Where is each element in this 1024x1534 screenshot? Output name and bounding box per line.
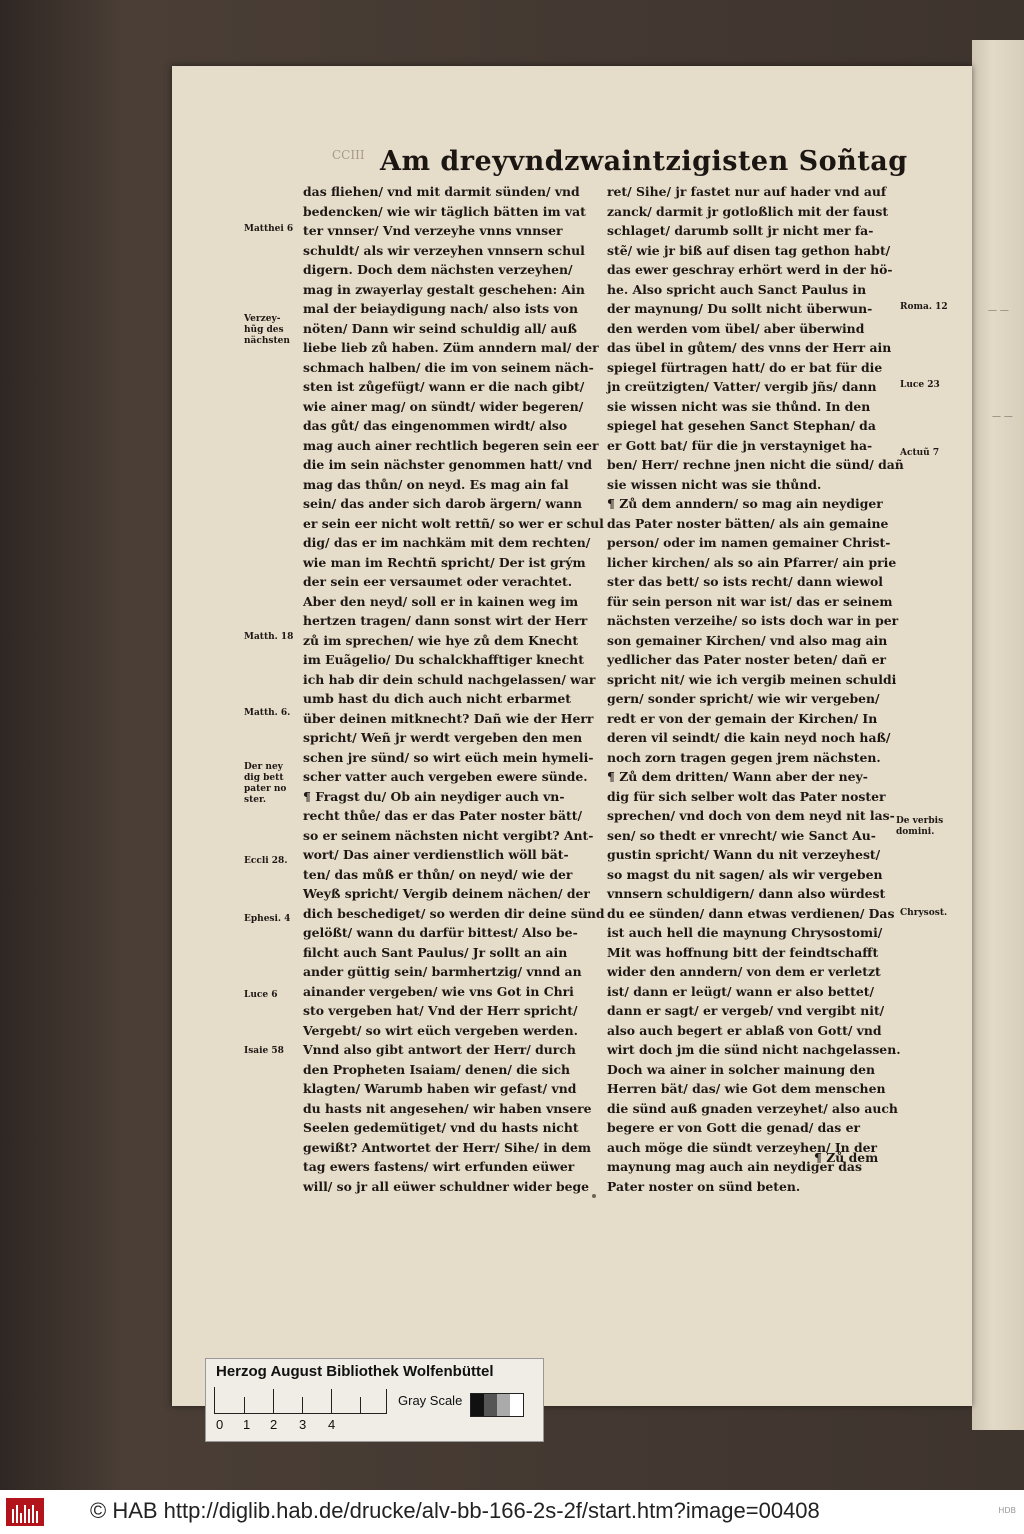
text-line: du hasts nit angesehen/ wir haben vnsere xyxy=(303,1100,592,1116)
text-line: Herren bät/ das/ wie Got dem menschen xyxy=(607,1081,886,1096)
text-line: deren vil seindt/ die kain neyd noch haß/ xyxy=(607,730,891,745)
text-line: Seelen gedemütiget/ vnd du hasts nicht xyxy=(303,1120,579,1135)
text-line: ist auch hell die maynung Chrysostomi/ xyxy=(607,925,883,940)
text-line: gewißt? Antwortet der Herr/ Sihe/ in dem xyxy=(303,1139,592,1155)
text-line: mag in zwayerlay gestalt geschehen: Ain xyxy=(303,281,585,297)
text-line: ist/ dann er leügt/ wann er also bettet/ xyxy=(607,983,874,999)
ruler-number: 0 xyxy=(216,1417,224,1432)
margin-note-left: Verzey- hũg des nächsten xyxy=(244,314,290,346)
text-line: ¶ Zů dem dritten/ Wann aber der ney- xyxy=(607,769,868,784)
margin-note-right: De verbis domini. xyxy=(896,816,944,837)
text-line: schuldt/ als wir verzeyhen vnnsern schul xyxy=(303,242,585,258)
gray-scale-label: Gray Scale xyxy=(398,1393,463,1408)
text-line: bedencken/ wie wir täglich bätten im vat xyxy=(303,203,586,219)
text-line: dig/ das er im nachkäm mit dem rechten/ xyxy=(303,535,591,550)
text-line: das gůt/ das eingenommen wirdt/ also xyxy=(303,418,568,433)
text-line: schlaget/ darumb sollt jr nicht mer fa- xyxy=(607,223,874,238)
text-line: im Euãgelio/ Du schalckhafftiger knecht xyxy=(303,652,584,667)
footer-corner-mark: HDB xyxy=(998,1506,1016,1515)
text-line: den Propheten Isaiam/ denen/ die sich xyxy=(303,1061,571,1077)
margin-note-left: Isaie 58 xyxy=(244,1046,284,1056)
text-line: noch zorn tragen gegen jrem nächsten. xyxy=(607,749,881,765)
text-line: mag auch ainer rechtlich begeren sein eer xyxy=(303,437,599,453)
text-line: sto vergeben hat/ Vnd der Herr spricht/ xyxy=(303,1003,578,1018)
text-column-right xyxy=(607,182,904,1196)
text-line: person/ oder im namen gemainer Christ- xyxy=(607,535,891,550)
margin-note-right: Actuũ 7 xyxy=(900,448,940,458)
text-line: jn creützigten/ Vatter/ vergib jñs/ dann xyxy=(607,379,877,394)
text-line: ¶ Fragst du/ Ob ain neydiger auch vn- xyxy=(303,788,565,804)
text-line: spiegel hat gesehen Sanct Stephan/ da xyxy=(607,418,876,433)
text-line: Vergebt/ so wirt eüch vergeben werden. xyxy=(303,1022,578,1038)
text-line: das fliehen/ vnd mit darmit sünden/ vnd xyxy=(303,184,580,199)
text-line: schmach halben/ die im von seinem näch- xyxy=(303,359,594,375)
text-line: für sein person nit war ist/ das er seinem xyxy=(607,593,893,609)
ruler-number: 2 xyxy=(270,1417,278,1432)
text-line: Pater noster on sünd beten. xyxy=(607,1178,801,1194)
text-line: vnnsern schuldigern/ dann also würdest xyxy=(607,886,886,901)
text-line: ten/ das můß er thůn/ on neyd/ wie der xyxy=(303,866,573,882)
next-page-edge: — — — — xyxy=(972,40,1024,1430)
text-line: den werden vom übel/ aber überwind xyxy=(607,320,865,336)
margin-note-right: Chrysost. xyxy=(900,908,948,918)
catchword: ¶ Zů dem xyxy=(814,1150,879,1165)
text-line: mag das thůn/ on neyd. Es mag ain fal xyxy=(303,476,569,492)
text-line: zanck/ darmit jr gotloßlich mit der faust xyxy=(607,203,889,219)
page-mark xyxy=(592,1194,596,1198)
text-line: scher vatter auch vergeben ewere sünde. xyxy=(303,769,588,784)
folio-number: CCIII xyxy=(332,148,365,162)
text-line: sten ist zůgefügt/ wann er die nach gibt/ xyxy=(303,379,585,394)
copyright-link[interactable]: © HAB http://diglib.hab.de/drucke/alv-bb-166-2s-2f/start.htm?image=00408 xyxy=(90,1498,820,1523)
text-line: wort/ Das ainer verdienstlich wöll bät- xyxy=(303,847,569,862)
text-line: die sünd auß gnaden verzeyhet/ also auch xyxy=(607,1100,898,1116)
margin-note-left: Der ney dig bett pater no ster. xyxy=(244,762,287,805)
text-line: will/ so jr all eüwer schuldner wider bege xyxy=(303,1178,590,1194)
text-line: der sein eer versaumet oder verachtet. xyxy=(303,574,573,589)
text-line: Doch wa ainer in solcher mainung den xyxy=(607,1061,876,1077)
text-line: filcht auch Sant Paulus/ Jr sollt an ain xyxy=(303,944,568,960)
text-line: sen/ so thedt er vnrecht/ wie Sanct Au- xyxy=(607,827,876,843)
text-line: nächsten verzeihe/ so ists doch war in per xyxy=(607,613,899,628)
text-line: he. Also spricht auch Sanct Paulus in xyxy=(607,281,867,297)
text-line: liebe lieb zů haben. Züm anndern mal/ der xyxy=(303,340,599,355)
text-line: gustin spricht/ Wann du nit verzeyhest/ xyxy=(607,847,881,862)
margin-note-left: Matthei 6 xyxy=(244,224,294,234)
text-line: der maynung/ Du sollt nicht überwun- xyxy=(607,301,873,316)
text-line: Weyß spricht/ Vergib deinem nächen/ der xyxy=(303,886,590,901)
text-line: ¶ Zů dem anndern/ so mag ain neydiger xyxy=(607,496,883,511)
text-line: yedlicher das Pater noster beten/ dañ er xyxy=(607,652,887,667)
text-line: ster das bett/ so ists recht/ dann wiewol xyxy=(607,574,883,589)
footer-bar xyxy=(0,1490,1024,1534)
margin-note-left: Matth. 18 xyxy=(244,632,294,642)
text-line: tag ewers fastens/ wirt erfunden eüwer xyxy=(303,1159,575,1174)
text-line: das Pater noster bätten/ als ain gemaine xyxy=(607,515,889,531)
text-line: das ewer geschray erhört werd in der hö- xyxy=(607,262,893,277)
text-line: dich beschediget/ so werden dir deine sünd xyxy=(303,905,605,921)
text-line: nöten/ Dann wir seind schuldig all/ auß xyxy=(303,320,577,336)
text-line: wie ainer mag/ on sündt/ wider begeren/ xyxy=(303,398,584,414)
text-line: ter vnnser/ Vnd verzeyhe vnns vnnser xyxy=(303,223,563,238)
library-name: Herzog August Bibliothek Wolfenbüttel xyxy=(216,1363,494,1380)
text-line: recht thůe/ das er das Pater noster bätt/ xyxy=(303,808,582,823)
page-heading: Am dreyvndzwaintzigisten Soñtag xyxy=(380,146,908,177)
text-line: ainander vergeben/ wie vns Got in Chri xyxy=(303,983,574,999)
margin-note-right: Roma. 12 xyxy=(900,302,948,312)
text-line: gelößt/ wann du darfür bittest/ Also be- xyxy=(303,925,578,940)
text-line: sein/ das ander sich darob ärgern/ wann xyxy=(303,496,583,511)
text-line: schen jre sünd/ so wirt eüch mein hymeli- xyxy=(303,749,594,765)
text-line: ret/ Sihe/ jr fastet nur auf hader vnd auf xyxy=(607,184,887,199)
margin-note-left: Luce 6 xyxy=(244,990,278,1000)
text-line: spricht/ Weñ jr werdt vergeben den men xyxy=(303,730,583,745)
scale-ruler xyxy=(214,1387,387,1414)
text-line: digern. Doch dem nächsten verzeyhen/ xyxy=(303,262,573,277)
text-line: du ee sünden/ dann etwas verdienen/ Das xyxy=(607,905,895,921)
text-line: ander güttig sein/ barmhertzig/ vnnd an xyxy=(303,964,582,979)
ruler-number: 4 xyxy=(328,1417,336,1432)
margin-note-left: Eccli 28. xyxy=(244,856,288,866)
color-calibration-card xyxy=(205,1358,544,1442)
ruler-number: 3 xyxy=(299,1417,307,1432)
text-line: über deinen mitknecht? Dañ wie der Herr xyxy=(303,710,594,726)
hab-logo-icon xyxy=(6,1498,44,1526)
text-line: begere er von Gott die genad/ das er xyxy=(607,1120,860,1135)
text-line: Aber den neyd/ soll er in kainen weg im xyxy=(303,593,579,609)
margin-note-right: Luce 23 xyxy=(900,380,940,390)
text-line: ben/ Herr/ rechne jnen nicht die sünd/ dañ xyxy=(607,457,904,472)
text-line: die im sein nächster genommen hatt/ vnd xyxy=(303,457,593,472)
text-column-left xyxy=(303,182,605,1196)
text-line: wirt doch jm die sünd nicht nachgelassen. xyxy=(607,1042,901,1057)
text-line: wie man im Rechtñ spricht/ Der ist grým xyxy=(303,554,586,570)
text-line: ich hab dir dein schuld nachgelassen/ war xyxy=(303,671,596,687)
text-line: er sein eer nicht wolt rettñ/ so wer er schul xyxy=(303,515,604,531)
text-line: dig für sich selber wolt das Pater noster xyxy=(607,788,886,804)
text-line: auch möge die sündt verzeyhen/ In der xyxy=(607,1139,878,1155)
text-line: wider den anndern/ von dem er verletzt xyxy=(607,964,881,979)
text-line: so magst du nit sagen/ als wir vergeben xyxy=(607,866,883,882)
gray-swatch xyxy=(497,1394,510,1416)
text-line: son gemainer Kirchen/ vnd also mag ain xyxy=(607,632,888,648)
gray-swatch xyxy=(471,1394,484,1416)
text-line: Mit was hoffnung bitt der feindtschafft xyxy=(607,944,879,960)
text-line: hertzen tragen/ dann sonst wirt der Herr xyxy=(303,613,588,628)
text-line: er Gott bat/ für die jn verstayniget ha- xyxy=(607,437,873,453)
gray-swatch xyxy=(484,1394,497,1416)
text-line: sprechen/ vnd doch von dem neyd nit las- xyxy=(607,808,895,823)
text-line: stẽ/ wie jr biß auf disen tag gethon habt/ xyxy=(607,242,891,258)
text-line: spiegel fürtragen hatt/ do er bat für die xyxy=(607,359,883,375)
text-line: also auch begert er ablaß von Gott/ vnd xyxy=(607,1022,882,1038)
text-line: sie wissen nicht was sie thůnd. In den xyxy=(607,398,871,414)
margin-note-left: Ephesi. 4 xyxy=(244,914,291,924)
text-line: licher kirchen/ als so ain Pfarrer/ ain prie xyxy=(607,554,897,570)
text-line: mal der beiaydigung nach/ also ists von xyxy=(303,301,578,316)
text-line: gern/ sonder spricht/ wie wir vergeben/ xyxy=(607,691,880,706)
text-line: dann er sagt/ er vergeb/ vnd vergibt nit/ xyxy=(607,1003,885,1018)
text-line: sie wissen nicht was sie thůnd. xyxy=(607,476,822,492)
text-line: maynung mag auch ain neydiger das xyxy=(607,1159,862,1174)
text-line: Vnnd also gibt antwort der Herr/ durch xyxy=(303,1042,576,1057)
text-line: das übel in gůtem/ des vnns der Herr ain xyxy=(607,340,892,355)
gray-scale-swatches xyxy=(470,1393,524,1417)
text-line: redt er von der gemain der Kirchen/ In xyxy=(607,710,878,726)
text-line: zů im sprechen/ wie hye zů dem Knecht xyxy=(303,632,579,648)
text-line: umb hast du dich auch nicht erbarmet xyxy=(303,691,571,706)
text-line: spricht nit/ wie ich vergib meinen schuldi xyxy=(607,671,897,687)
gray-swatch xyxy=(510,1394,523,1416)
ruler-number: 1 xyxy=(243,1417,251,1432)
margin-note-left: Matth. 6. xyxy=(244,708,291,718)
text-line: so er seinem nächsten nicht vergibt? Ant- xyxy=(303,827,594,843)
text-line: klagten/ Warumb haben wir gefast/ vnd xyxy=(303,1081,577,1096)
